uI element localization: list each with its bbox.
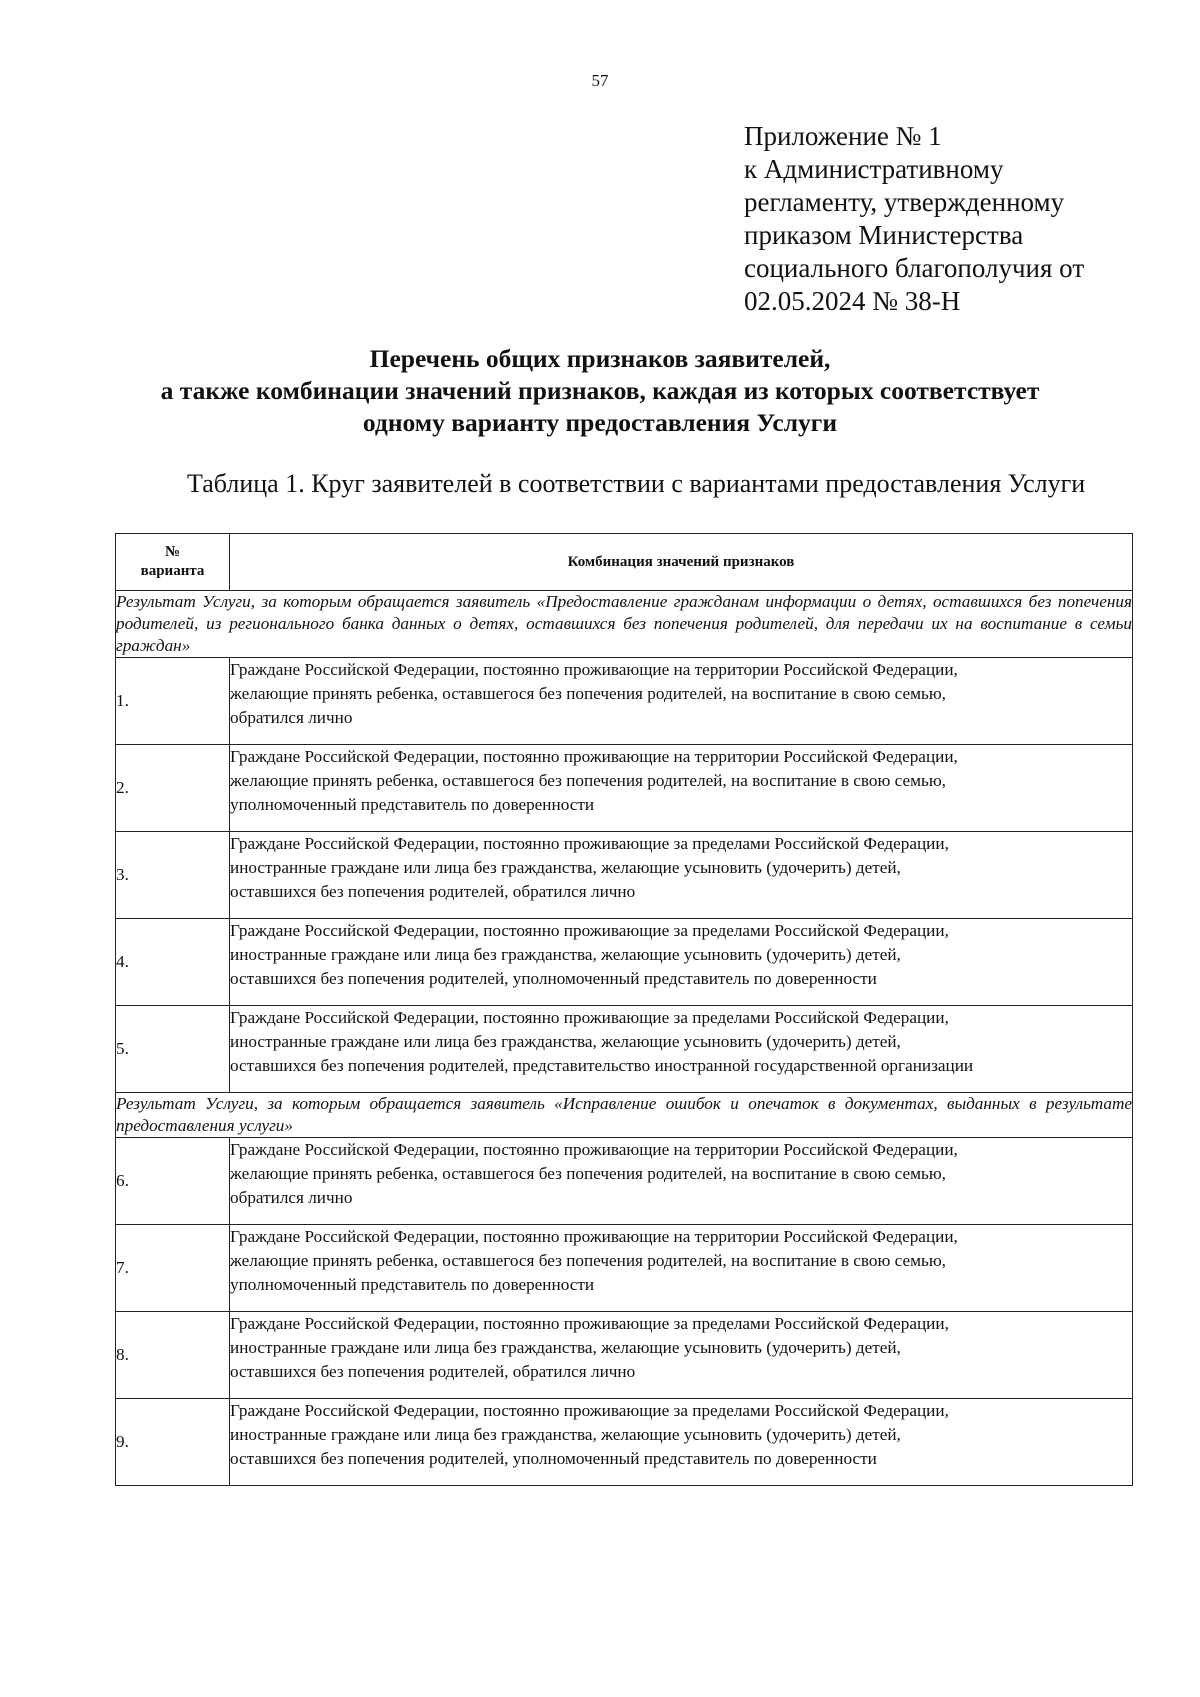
variant-number: 9. [116, 1399, 230, 1486]
combination-line: Граждане Российской Федерации, постоянно проживающие за пределами Российской Федерации, [230, 1401, 949, 1420]
table-row [116, 1312, 1133, 1399]
variant-number: 1. [116, 658, 230, 745]
variant-number: 6. [116, 1138, 230, 1225]
combination-line: иностранные граждане или лица без гражданства, желающие усыновить (удочерить) детей, [230, 858, 901, 877]
variant-number: 7. [116, 1225, 230, 1312]
combination-line: оставшихся без попечения родителей, обратился лично [230, 882, 636, 901]
table-row [116, 745, 1133, 832]
variant-combination [230, 658, 1133, 745]
table-row [116, 1006, 1133, 1093]
header-num-label: варианта [140, 563, 205, 579]
appendix-line: 02.05.2024 № 38-Н [744, 286, 961, 316]
section-heading: Результат Услуги, за которым обращается заявитель «Исправление ошибок и опечаток в документах, выданных в результате предоставления услуги» [116, 1093, 1133, 1138]
appendix-line: регламенту, утвержденному [744, 187, 1065, 217]
table-header-row [116, 534, 1133, 591]
variant-number: 8. [116, 1312, 230, 1399]
combination-line: оставшихся без попечения родителей, уполномоченный представитель по доверенности [230, 1449, 877, 1468]
table-caption: Таблица 1. Круг заявителей в соответствии с вариантами предоставления Услуги [187, 469, 1086, 498]
combination-line: оставшихся без попечения родителей, обратился лично [230, 1362, 636, 1381]
variant-number: 4. [116, 919, 230, 1006]
combination-line: Граждане Российской Федерации, постоянно проживающие за пределами Российской Федерации, [230, 1314, 949, 1333]
section-heading: Результат Услуги, за которым обращается заявитель «Предоставление гражданам информации о детях, оставшихся без попечения родителей, из регионального банка данных о детях, оставшихся без попечения родителей, для передачи их на воспитание в семьи граждан» [116, 591, 1133, 658]
combination-line: оставшихся без попечения родителей, уполномоченный представитель по доверенности [230, 969, 877, 988]
appendix-line: приказом Министерства [744, 220, 1024, 250]
combination-line: уполномоченный представитель по доверенности [230, 795, 595, 814]
combination-line: уполномоченный представитель по доверенности [230, 1275, 595, 1294]
variant-combination [230, 919, 1133, 1006]
variant-combination [230, 832, 1133, 919]
variant-combination [230, 1312, 1133, 1399]
variant-combination [230, 1138, 1133, 1225]
header-variant-number [116, 534, 230, 591]
combination-line: желающие принять ребенка, оставшегося без попечения родителей, на воспитание в свою семью, [230, 1251, 946, 1270]
table-row [116, 1399, 1133, 1486]
combination-line: Граждане Российской Федерации, постоянно проживающие за пределами Российской Федерации, [230, 834, 949, 853]
variants-table [115, 533, 1133, 1486]
appendix-note [744, 120, 1164, 318]
combination-line: Граждане Российской Федерации, постоянно проживающие на территории Российской Федерации, [230, 660, 958, 679]
variant-number: 2. [116, 745, 230, 832]
combination-line: обратился лично [230, 708, 353, 727]
table-row [116, 658, 1133, 745]
header-combination: Комбинация значений признаков [230, 534, 1133, 591]
variant-combination [230, 745, 1133, 832]
table-row [116, 919, 1133, 1006]
combination-line: Граждане Российской Федерации, постоянно проживающие на территории Российской Федерации, [230, 747, 958, 766]
combination-line: Граждане Российской Федерации, постоянно проживающие за пределами Российской Федерации, [230, 921, 949, 940]
appendix-line: к Административному [744, 154, 1004, 184]
combination-line: обратился лично [230, 1188, 353, 1207]
document-title [60, 343, 1140, 439]
table-row [116, 1138, 1133, 1225]
combination-line: желающие принять ребенка, оставшегося без попечения родителей, на воспитание в свою семью, [230, 684, 946, 703]
section-heading-row [116, 1093, 1133, 1138]
combination-line: иностранные граждане или лица без гражданства, желающие усыновить (удочерить) детей, [230, 1338, 901, 1357]
appendix-line: Приложение № 1 [744, 121, 942, 151]
table-row [116, 832, 1133, 919]
title-line: одному варианту предоставления Услуги [362, 408, 838, 437]
combination-line: Граждане Российской Федерации, постоянно проживающие за пределами Российской Федерации, [230, 1008, 949, 1027]
title-line: Перечень общих признаков заявителей, [369, 344, 831, 373]
combination-line: иностранные граждане или лица без гражданства, желающие усыновить (удочерить) детей, [230, 1425, 901, 1444]
section-heading-row [116, 591, 1133, 658]
title-line: а также комбинации значений признаков, каждая из которых соответствует [160, 376, 1040, 405]
variant-combination [230, 1225, 1133, 1312]
variant-number: 5. [116, 1006, 230, 1093]
variant-number: 3. [116, 832, 230, 919]
combination-line: желающие принять ребенка, оставшегося без попечения родителей, на воспитание в свою семью, [230, 771, 946, 790]
header-num-symbol: № [164, 544, 181, 560]
appendix-line: социального благополучия от [744, 253, 1085, 283]
page-number: 57 [591, 71, 609, 90]
combination-line: желающие принять ребенка, оставшегося без попечения родителей, на воспитание в свою семью, [230, 1164, 946, 1183]
table-body [116, 591, 1133, 1486]
combination-line: иностранные граждане или лица без гражданства, желающие усыновить (удочерить) детей, [230, 945, 901, 964]
variant-combination [230, 1399, 1133, 1486]
table-row [116, 1225, 1133, 1312]
combination-line: оставшихся без попечения родителей, представительство иностранной государственной организации [230, 1056, 974, 1075]
combination-line: Граждане Российской Федерации, постоянно проживающие на территории Российской Федерации, [230, 1227, 958, 1246]
variant-combination [230, 1006, 1133, 1093]
combination-line: иностранные граждане или лица без гражданства, желающие усыновить (удочерить) детей, [230, 1032, 901, 1051]
combination-line: Граждане Российской Федерации, постоянно проживающие на территории Российской Федерации, [230, 1140, 958, 1159]
